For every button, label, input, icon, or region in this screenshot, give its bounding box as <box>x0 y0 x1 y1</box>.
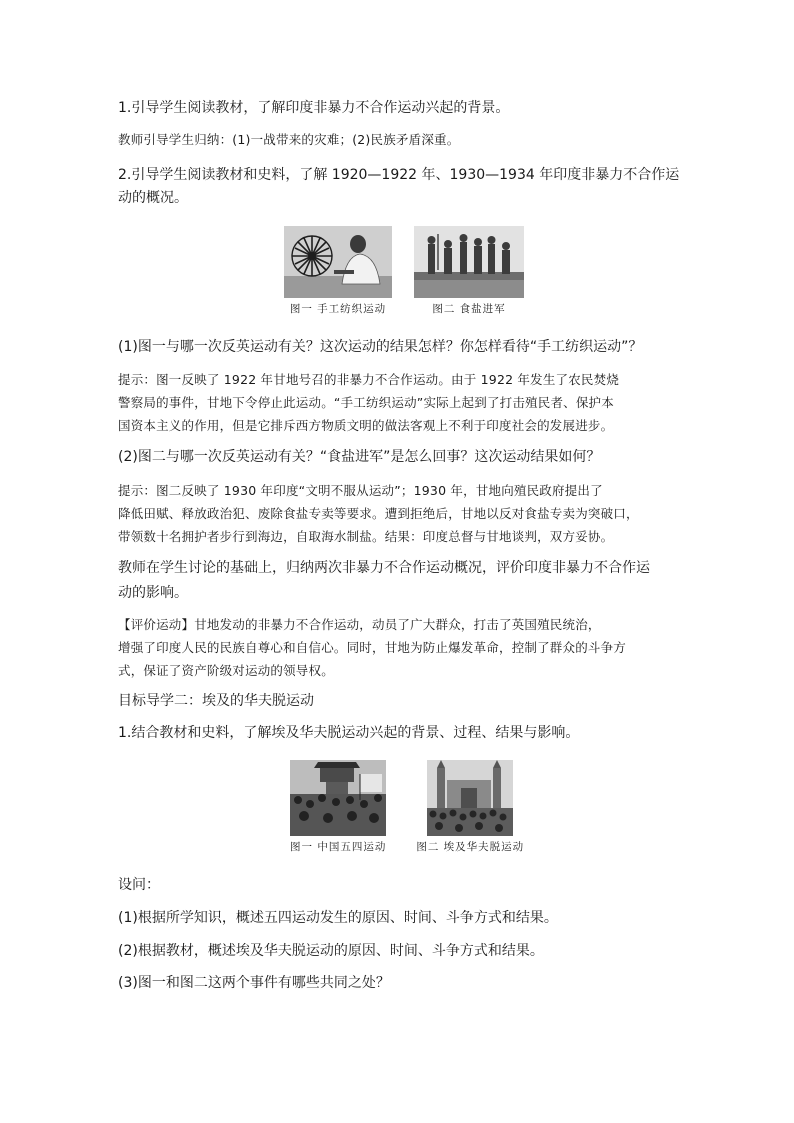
q1-hint-line1: 提示：图一反映了 1922 年甘地号召的非暴力不合作运动。由于 1922 年发生了农民焚烧 <box>118 372 620 387</box>
salt-march-photo <box>414 226 524 298</box>
question-2: (2)根据教材，概述埃及华夫脱运动的原因、时间、斗争方式和结果。 <box>118 943 544 959</box>
teacher-line2: 动的影响。 <box>118 585 188 601</box>
may-fourth-photo <box>290 760 386 836</box>
q1-hint-line3: 国资本主义的作用，但是它排斥西方物质文明的做法客观上不利于印度社会的发展进步。 <box>118 418 614 433</box>
spinning-wheel-photo <box>284 226 392 298</box>
q2-question: (2)图二与哪一次反英运动有关？“食盐进军”是怎么回事？这次运动结果如何？ <box>118 449 601 465</box>
section1-item2-line2: 动的概况。 <box>118 190 188 206</box>
figure2-1-caption: 图一 中国五四运动 <box>290 841 387 853</box>
q2-hint-line3: 带领数十名拥护者步行到海边，自取海水制盐。结果：印度总督与甘地谈判，双方妥协。 <box>118 529 614 544</box>
question-3: (3)图一和图二这两个事件有哪些共同之处？ <box>118 975 390 991</box>
section2-item1: 1.结合教材和史料，了解埃及华夫脱运动兴起的背景、过程、结果与影响。 <box>118 725 580 741</box>
figure2-2-caption: 图二 埃及华夫脱运动 <box>416 841 525 853</box>
teacher-line1: 教师在学生讨论的基础上，归纳两次非暴力不合作运动概况，评价印度非暴力不合作运 <box>118 560 650 576</box>
evaluation-line2: 增强了印度人民的民族自尊心和自信心。同时，甘地为防止爆发革命，控制了群众的斗争方 <box>118 640 627 655</box>
figure2-caption: 图二 食盐进军 <box>432 303 506 315</box>
q1-question: (1)图一与哪一次反英运动有关？这次运动的结果怎样？你怎样看待“手工纺织运动”？ <box>118 339 643 355</box>
section1-summary: 教师引导学生归纳：(1)一战带来的灾难；(2)民族矛盾深重。 <box>118 132 460 147</box>
figure-wafd <box>416 760 524 854</box>
figure-row-1 <box>284 226 524 316</box>
q2-hint-line2: 降低田赋、释放政治犯、废除食盐专卖等要求。遭到拒绝后，甘地以反对食盐专卖为突破口， <box>118 506 639 521</box>
figure-row-2 <box>290 760 524 854</box>
figure-may-fourth <box>290 760 386 854</box>
question-1: (1)根据所学知识，概述五四运动发生的原因、时间、斗争方式和结果。 <box>118 910 558 926</box>
figure-salt-march <box>414 226 524 316</box>
q2-hint-line1: 提示：图二反映了 1930 年印度“文明不服从运动”；1930 年，甘地向殖民政府提出了 <box>118 483 603 498</box>
evaluation-line1: 【评价运动】甘地发动的非暴力不合作运动，动员了广大群众，打击了英国殖民统治， <box>118 617 601 632</box>
figure1-caption: 图一 手工纺织运动 <box>289 303 387 315</box>
figure-spinning <box>284 226 392 316</box>
q1-hint-line2: 警察局的事件，甘地下令停止此运动。“手工纺织运动”实际上起到了打击殖民者、保护本 <box>118 395 614 410</box>
evaluation-line3: 式，保证了资产阶级对运动的领导权。 <box>118 663 334 678</box>
section2-title: 目标导学二：埃及的华夫脱运动 <box>118 693 314 709</box>
wafd-movement-photo <box>427 760 513 836</box>
section1-item1: 1.引导学生阅读教材，了解印度非暴力不合作运动兴起的背景。 <box>118 100 510 116</box>
questions-label: 设问： <box>118 877 160 893</box>
section1-item2-line1: 2.引导学生阅读教材和史料，了解 1920—1922 年、1930—1934 年印度非暴力不合作运 <box>118 167 680 183</box>
